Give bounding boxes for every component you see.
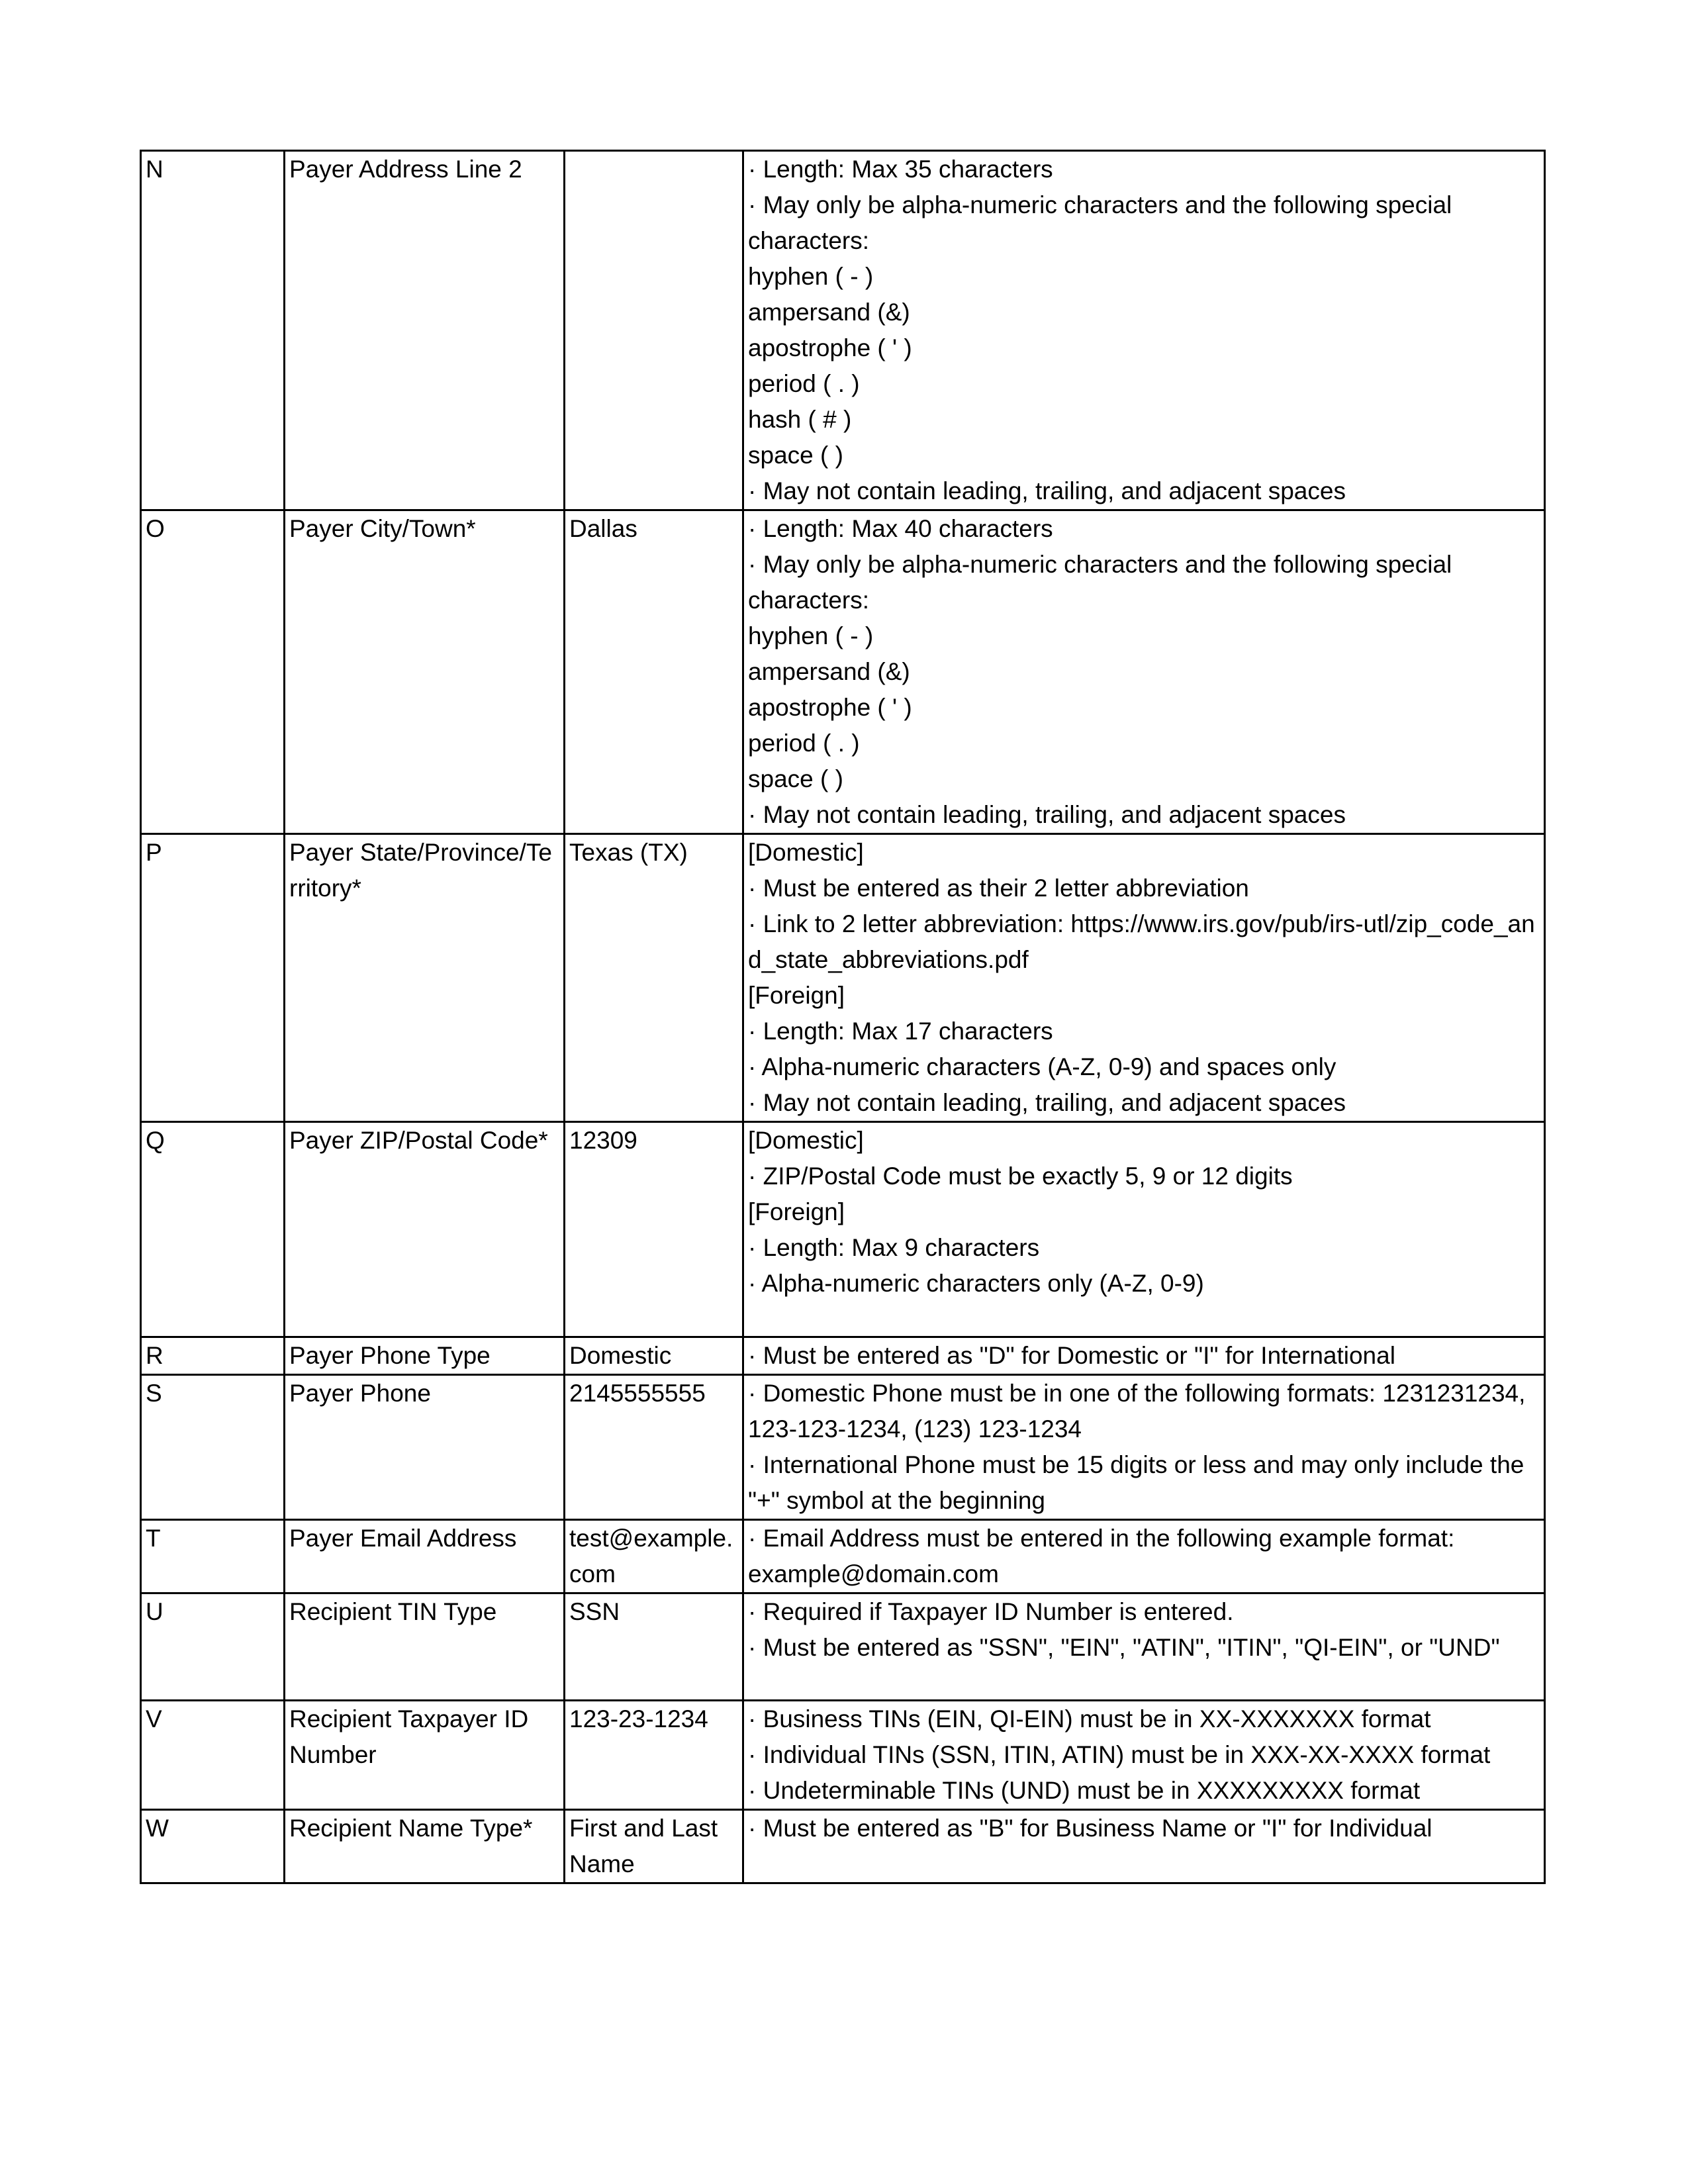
example-value-cell (565, 151, 743, 510)
column-letter-cell (141, 1810, 285, 1883)
table-row (141, 834, 1545, 1122)
column-letter-cell (141, 1701, 285, 1810)
example-value: 12309 (569, 1127, 637, 1154)
rules-cell (743, 1593, 1545, 1701)
field-name-cell (285, 1810, 565, 1883)
table-row (141, 510, 1545, 834)
table-row (141, 1337, 1545, 1375)
column-letter: W (146, 1815, 169, 1842)
column-letter: O (146, 515, 165, 542)
rule-line: · Length: Max 35 characters (748, 156, 1053, 183)
table-row (141, 1701, 1545, 1810)
field-name-cell (285, 1701, 565, 1810)
table-row (141, 1122, 1545, 1337)
field-name: Payer State/Province/Territory* (289, 839, 552, 902)
rule-line: · Business TINs (EIN, QI-EIN) must be in XX-XXXXXXX format (748, 1705, 1431, 1733)
column-letter-cell (141, 1375, 285, 1520)
rule-line: [Foreign] (748, 1198, 845, 1225)
rule-line: apostrophe ( ' ) (748, 334, 912, 361)
example-value: 123-23-1234 (569, 1705, 708, 1733)
column-letter: Q (146, 1127, 165, 1154)
rule-line: · Alpha-numeric characters (A-Z, 0-9) and spaces only (748, 1053, 1336, 1080)
example-value-cell (565, 1520, 743, 1593)
rules-cell (743, 510, 1545, 834)
example-value: Dallas (569, 515, 637, 542)
rules-cell (743, 1701, 1545, 1810)
column-letter: T (146, 1525, 161, 1552)
rule-line: · Link to 2 letter abbreviation: https://www.irs.gov/pub/irs-utl/zip_code_and_state_abbreviations.pdf (748, 910, 1535, 973)
rule-line: space ( ) (748, 765, 843, 792)
column-letter-cell (141, 1593, 285, 1701)
rule-line: [Domestic] (748, 1127, 864, 1154)
example-value-cell (565, 1375, 743, 1520)
field-name: Payer Phone Type (289, 1342, 491, 1369)
table-row (141, 1375, 1545, 1520)
rule-line: · May not contain leading, trailing, and adjacent spaces (748, 1089, 1346, 1116)
column-letter: U (146, 1598, 164, 1625)
rules-cell (743, 1337, 1545, 1375)
rule-line: · Undeterminable TINs (UND) must be in XXXXXXXXX format (748, 1777, 1421, 1804)
rule-line: · Domestic Phone must be in one of the following formats: 1231231234, 123-123-1234, (123) 123-1234 (748, 1380, 1532, 1443)
rule-line: hyphen ( - ) (748, 622, 874, 649)
rule-line: apostrophe ( ' ) (748, 694, 912, 721)
rule-line: · Length: Max 17 characters (748, 1018, 1053, 1045)
field-name: Recipient Taxpayer ID Number (289, 1705, 536, 1768)
rule-line: · Length: Max 40 characters (748, 515, 1053, 542)
field-name: Recipient Name Type* (289, 1815, 533, 1842)
field-name-cell (285, 510, 565, 834)
rules-cell (743, 1520, 1545, 1593)
field-name-cell (285, 1337, 565, 1375)
rule-line: ampersand (&) (748, 299, 910, 326)
example-value: test@example.com (569, 1525, 733, 1588)
rules-cell (743, 1375, 1545, 1520)
rule-line: · Length: Max 9 characters (748, 1234, 1040, 1261)
column-letter: N (146, 156, 164, 183)
rule-line: · May only be alpha-numeric characters and the following special characters: (748, 191, 1459, 254)
column-letter-cell (141, 1337, 285, 1375)
rule-line: [Foreign] (748, 982, 845, 1009)
field-name: Recipient TIN Type (289, 1598, 497, 1625)
table-body (141, 151, 1545, 1883)
example-value: 2145555555 (569, 1380, 706, 1407)
field-name-cell (285, 1122, 565, 1337)
rule-line: [Domestic] (748, 839, 864, 866)
field-name-cell (285, 1593, 565, 1701)
rule-line: · Alpha-numeric characters only (A-Z, 0-9) (748, 1270, 1204, 1297)
rules-cell (743, 1122, 1545, 1337)
rule-line: · Email Address must be entered in the following example format: example@domain.com (748, 1525, 1462, 1588)
rule-line: period ( . ) (748, 370, 860, 397)
column-letter-cell (141, 510, 285, 834)
rule-line: · ZIP/Postal Code must be exactly 5, 9 or 12 digits (748, 1163, 1293, 1190)
rule-line: · May not contain leading, trailing, and adjacent spaces (748, 477, 1346, 504)
table-row (141, 1593, 1545, 1701)
rule-line: · Must be entered as "B" for Business Name or "I" for Individual (748, 1815, 1432, 1842)
rule-line: space ( ) (748, 442, 843, 469)
example-value-cell (565, 510, 743, 834)
rule-line: · May not contain leading, trailing, and adjacent spaces (748, 801, 1346, 828)
example-value-cell (565, 834, 743, 1122)
column-letter: P (146, 839, 162, 866)
table-row (141, 1520, 1545, 1593)
rule-line: period ( . ) (748, 730, 860, 757)
table-row (141, 151, 1545, 510)
example-value-cell (565, 1701, 743, 1810)
column-letter: V (146, 1705, 162, 1733)
example-value: Texas (TX) (569, 839, 688, 866)
rule-line: · May only be alpha-numeric characters and the following special characters: (748, 551, 1459, 614)
field-spec-table (140, 150, 1546, 1884)
field-name: Payer Email Address (289, 1525, 517, 1552)
field-name: Payer Phone (289, 1380, 431, 1407)
example-value-cell (565, 1810, 743, 1883)
column-letter-cell (141, 1122, 285, 1337)
column-letter-cell (141, 834, 285, 1122)
field-name-cell (285, 1375, 565, 1520)
rules-cell (743, 151, 1545, 510)
field-name-cell (285, 1520, 565, 1593)
rule-line: · Individual TINs (SSN, ITIN, ATIN) must be in XXX-XX-XXXX format (748, 1741, 1491, 1768)
column-letter: S (146, 1380, 162, 1407)
rules-cell (743, 834, 1545, 1122)
field-name-cell (285, 151, 565, 510)
field-name: Payer ZIP/Postal Code* (289, 1127, 548, 1154)
rule-line: hash ( # ) (748, 406, 852, 433)
column-letter-cell (141, 1520, 285, 1593)
field-name-cell (285, 834, 565, 1122)
column-letter-cell (141, 151, 285, 510)
column-letter: R (146, 1342, 164, 1369)
rules-cell (743, 1810, 1545, 1883)
field-name: Payer City/Town* (289, 515, 476, 542)
example-value: SSN (569, 1598, 620, 1625)
rule-line: · Required if Taxpayer ID Number is entered. (748, 1598, 1234, 1625)
rule-line: · Must be entered as "D" for Domestic or "I" for International (748, 1342, 1395, 1369)
rule-line: ampersand (&) (748, 658, 910, 685)
rule-line: · Must be entered as their 2 letter abbreviation (748, 875, 1249, 902)
example-value-cell (565, 1122, 743, 1337)
example-value: First and Last Name (569, 1815, 725, 1877)
rule-line: · Must be entered as "SSN", "EIN", "ATIN", "ITIN", "QI-EIN", or "UND" (748, 1634, 1500, 1661)
rule-line: hyphen ( - ) (748, 263, 874, 290)
example-value-cell (565, 1337, 743, 1375)
field-name: Payer Address Line 2 (289, 156, 522, 183)
table-row (141, 1810, 1545, 1883)
example-value: Domestic (569, 1342, 672, 1369)
example-value-cell (565, 1593, 743, 1701)
rule-line: · International Phone must be 15 digits or less and may only include the "+" symbol at the beginning (748, 1451, 1531, 1514)
